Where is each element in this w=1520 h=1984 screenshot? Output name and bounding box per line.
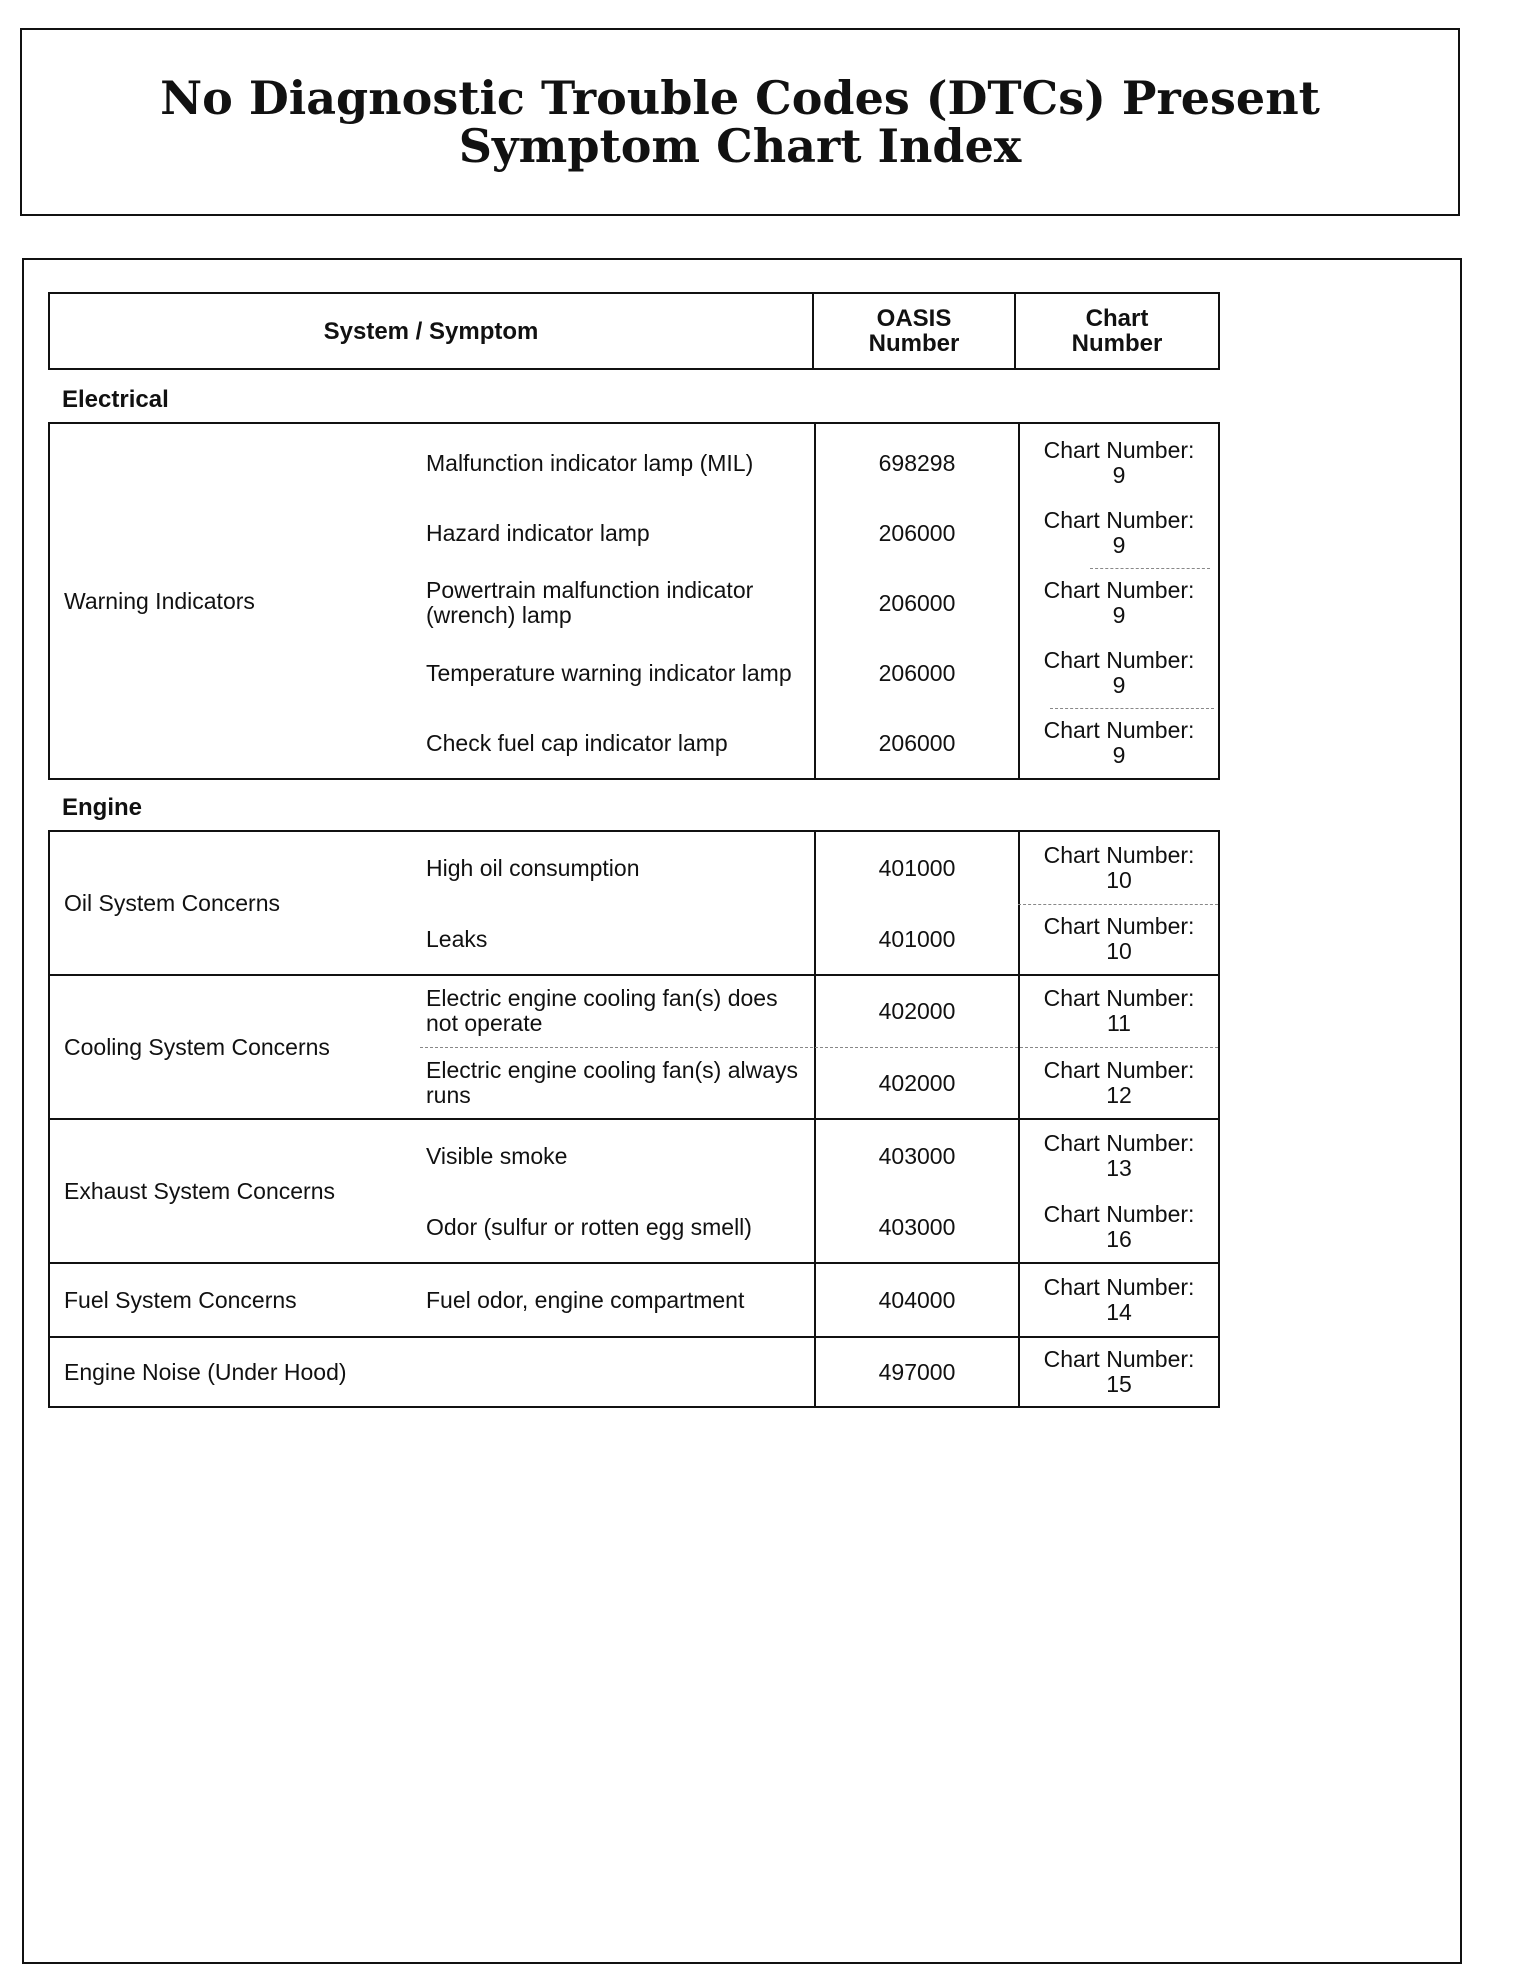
- chart-cell: Chart Number: 12: [1043, 1057, 1195, 1108]
- oasis-cell: 206000: [878, 519, 956, 546]
- symptom-cell: Odor (sulfur or rotten egg smell): [426, 1213, 752, 1240]
- page-title: No Diagnostic Trouble Codes (DTCs) Present Symptom Chart Index: [160, 71, 1320, 173]
- table-row: [50, 1120, 1218, 1192]
- oasis-cell: 402000: [878, 997, 956, 1024]
- symptom-cell: Malfunction indicator lamp (MIL): [426, 449, 754, 476]
- symptom-cell: Powertrain malfunction indicator (wrench) lamp: [426, 577, 754, 628]
- system-label: Oil System Concerns: [64, 890, 281, 916]
- symptom-cell: Electric engine cooling fan(s) does not operate: [426, 985, 778, 1036]
- header-system-symptom: System / Symptom: [50, 294, 814, 368]
- oasis-cell: 497000: [878, 1358, 956, 1385]
- table-row: [50, 1048, 1218, 1118]
- oasis-cell: 206000: [878, 729, 956, 756]
- system-label: Cooling System Concerns: [64, 1034, 330, 1060]
- symptom-cell: High oil consumption: [426, 854, 640, 881]
- table-row: [50, 1192, 1218, 1262]
- section-title-engine: Engine: [62, 794, 143, 821]
- row-divider: [1090, 568, 1210, 569]
- system-label: Engine Noise (Under Hood): [64, 1359, 347, 1385]
- chart-cell: Chart Number: 10: [1043, 842, 1195, 893]
- section-title-electrical: Electrical: [62, 386, 169, 413]
- table-row: [50, 568, 1218, 638]
- chart-cell: Chart Number: 9: [1043, 437, 1195, 488]
- chart-cell: Chart Number: 9: [1043, 577, 1195, 628]
- table-header: [48, 292, 1220, 370]
- chart-cell: Chart Number: 14: [1043, 1274, 1195, 1325]
- table-row: [50, 428, 1218, 498]
- row-divider: [420, 1047, 1218, 1048]
- symptom-cell: Temperature warning indicator lamp: [426, 659, 792, 686]
- symptom-cell: Fuel odor, engine compartment: [426, 1286, 745, 1313]
- system-label: Warning Indicators: [64, 588, 255, 614]
- oasis-cell: 401000: [878, 854, 956, 881]
- table-row: [50, 1264, 1218, 1336]
- table-row: [50, 976, 1218, 1046]
- chart-cell: Chart Number: 9: [1043, 507, 1195, 558]
- table-row: [50, 832, 1218, 904]
- chart-cell: Chart Number: 9: [1043, 647, 1195, 698]
- header-oasis-number: OASIS Number: [814, 294, 1016, 368]
- table-row: [50, 904, 1218, 974]
- oasis-cell: 404000: [878, 1286, 956, 1313]
- chart-cell: Chart Number: 9: [1043, 717, 1195, 768]
- oasis-cell: 206000: [878, 589, 956, 616]
- chart-cell: Chart Number: 13: [1043, 1130, 1195, 1181]
- chart-cell: Chart Number: 16: [1043, 1201, 1195, 1252]
- system-label: Exhaust System Concerns: [64, 1178, 336, 1204]
- chart-cell: Chart Number: 11: [1043, 985, 1195, 1036]
- symptom-cell: Hazard indicator lamp: [426, 519, 650, 546]
- row-divider: [1018, 904, 1218, 905]
- symptom-cell: Check fuel cap indicator lamp: [426, 729, 728, 756]
- row-divider: [1050, 708, 1214, 709]
- symptom-cell: Leaks: [426, 925, 488, 952]
- header-chart-number: Chart Number: [1071, 305, 1163, 357]
- oasis-cell: 403000: [878, 1142, 956, 1169]
- table-row: [50, 1338, 1218, 1406]
- system-label: Fuel System Concerns: [64, 1287, 297, 1313]
- oasis-cell: 401000: [878, 925, 956, 952]
- symptom-cell: Electric engine cooling fan(s) always runs: [426, 1057, 799, 1108]
- oasis-cell: 402000: [878, 1069, 956, 1096]
- symptom-cell: Visible smoke: [426, 1142, 568, 1169]
- table-row: [50, 708, 1218, 778]
- table-row: [50, 498, 1218, 568]
- chart-cell: Chart Number: 15: [1043, 1346, 1195, 1397]
- oasis-cell: 206000: [878, 659, 956, 686]
- oasis-cell: 403000: [878, 1213, 956, 1240]
- table-row: [50, 638, 1218, 708]
- group-warning-indicators: [48, 422, 1220, 780]
- chart-cell: Chart Number: 10: [1043, 913, 1195, 964]
- engine-table: [48, 830, 1220, 1408]
- title-box: [20, 28, 1460, 216]
- oasis-cell: 698298: [878, 449, 956, 476]
